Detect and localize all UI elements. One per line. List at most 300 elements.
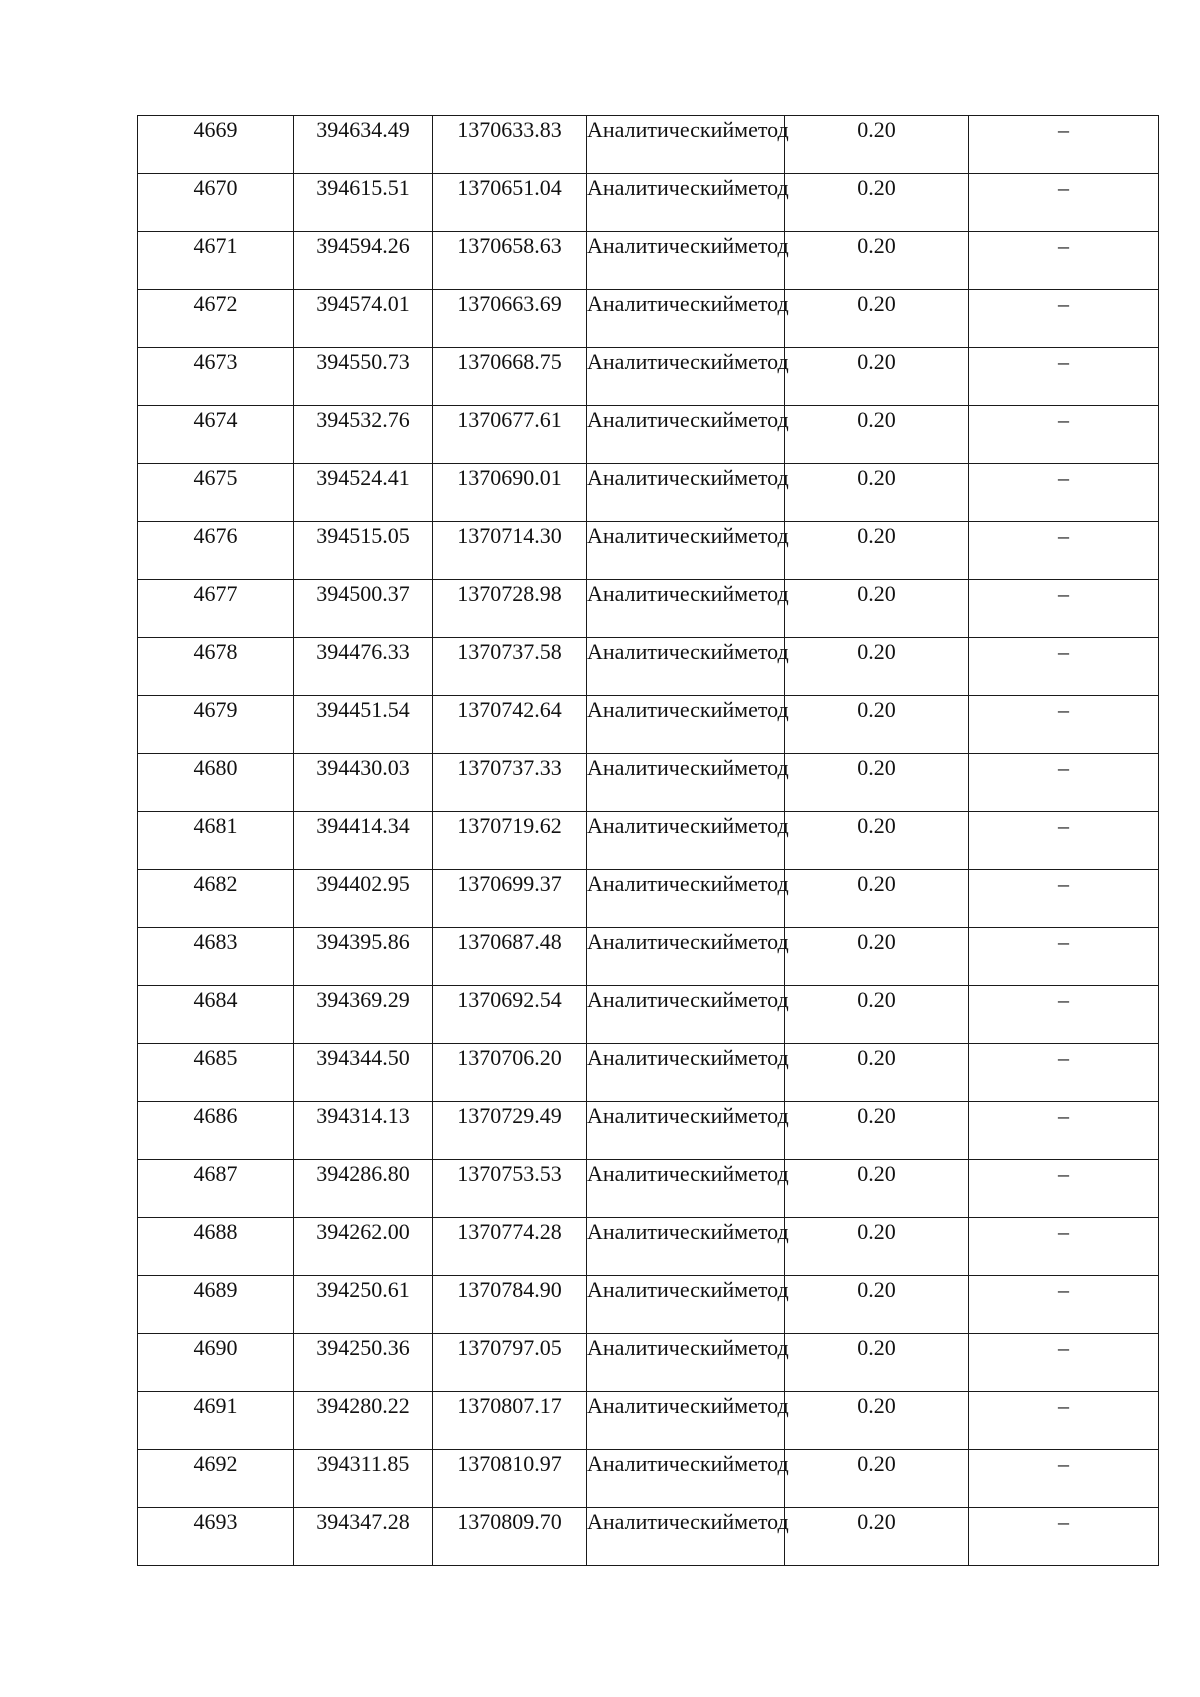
cell-note	[969, 1160, 1159, 1218]
method-line-1: Аналитический	[587, 1277, 735, 1302]
cell-x-coordinate	[294, 754, 433, 812]
cell-y-coordinate	[433, 580, 587, 638]
cell-method	[587, 1102, 789, 1160]
method-line-2: метод	[734, 523, 789, 548]
cell-x-coordinate-text: 394500.37	[316, 581, 410, 606]
cell-accuracy	[785, 1450, 969, 1508]
cell-x-coordinate	[294, 1218, 433, 1276]
cell-point-number-text: 4673	[193, 349, 238, 374]
cell-note-text: –	[1058, 233, 1069, 258]
cell-accuracy	[785, 290, 969, 348]
table-row	[138, 1160, 1159, 1218]
cell-accuracy	[785, 1102, 969, 1160]
method-line-2: метод	[734, 1045, 789, 1070]
cell-point-number-text: 4679	[193, 697, 238, 722]
cell-method	[587, 348, 789, 406]
cell-x-coordinate-text: 394369.29	[316, 987, 410, 1012]
table-body	[138, 116, 1159, 1566]
method-line-2: метод	[734, 175, 789, 200]
method-line-2: метод	[734, 1509, 789, 1534]
cell-method	[587, 754, 789, 812]
cell-point-number-text: 4688	[193, 1219, 238, 1244]
cell-point-number-text: 4669	[193, 117, 238, 142]
cell-note-text: –	[1058, 523, 1069, 548]
cell-y-coordinate-text: 1370797.05	[457, 1335, 562, 1360]
cell-accuracy	[785, 348, 969, 406]
method-line-1: Аналитический	[587, 465, 735, 490]
method-line-2: метод	[734, 1393, 789, 1418]
cell-accuracy	[785, 1276, 969, 1334]
cell-point-number-text: 4676	[193, 523, 238, 548]
cell-x-coordinate	[294, 638, 433, 696]
cell-y-coordinate-text: 1370692.54	[457, 987, 562, 1012]
method-line-1: Аналитический	[587, 581, 735, 606]
cell-point-number-text: 4681	[193, 813, 238, 838]
cell-point-number-text: 4685	[193, 1045, 238, 1070]
cell-point-number	[138, 1102, 294, 1160]
table-row	[138, 1450, 1159, 1508]
cell-method	[587, 116, 789, 174]
cell-x-coordinate-text: 394594.26	[316, 233, 410, 258]
cell-note-text: –	[1058, 697, 1069, 722]
cell-method	[587, 696, 789, 754]
method-line-1: Аналитический	[587, 291, 735, 316]
cell-note	[969, 638, 1159, 696]
cell-y-coordinate	[433, 638, 587, 696]
cell-y-coordinate-text: 1370784.90	[457, 1277, 562, 1302]
cell-point-number	[138, 1334, 294, 1392]
method-line-2: метод	[734, 813, 789, 838]
cell-note	[969, 1392, 1159, 1450]
cell-note	[969, 1334, 1159, 1392]
cell-y-coordinate-text: 1370774.28	[457, 1219, 562, 1244]
cell-point-number	[138, 1160, 294, 1218]
cell-x-coordinate-text: 394395.86	[316, 929, 410, 954]
cell-point-number-text: 4678	[193, 639, 238, 664]
cell-point-number	[138, 928, 294, 986]
cell-method	[587, 1218, 789, 1276]
table-row	[138, 1044, 1159, 1102]
method-line-2: метод	[734, 233, 789, 258]
cell-note	[969, 174, 1159, 232]
cell-y-coordinate-text: 1370677.61	[457, 407, 562, 432]
cell-y-coordinate	[433, 754, 587, 812]
method-line-1: Аналитический	[587, 1335, 735, 1360]
table-row	[138, 812, 1159, 870]
cell-accuracy	[785, 1392, 969, 1450]
cell-note	[969, 928, 1159, 986]
cell-note-text: –	[1058, 929, 1069, 954]
cell-x-coordinate-text: 394430.03	[316, 755, 410, 780]
cell-point-number	[138, 1218, 294, 1276]
cell-y-coordinate	[433, 1508, 587, 1566]
cell-note	[969, 406, 1159, 464]
cell-method	[587, 290, 789, 348]
cell-point-number-text: 4689	[193, 1277, 238, 1302]
cell-y-coordinate-text: 1370663.69	[457, 291, 562, 316]
table-row	[138, 174, 1159, 232]
cell-accuracy-text: 0.20	[857, 523, 896, 548]
cell-note-text: –	[1058, 117, 1069, 142]
cell-accuracy	[785, 464, 969, 522]
table-row	[138, 1218, 1159, 1276]
cell-point-number	[138, 638, 294, 696]
cell-y-coordinate	[433, 1450, 587, 1508]
cell-point-number	[138, 464, 294, 522]
cell-note	[969, 1450, 1159, 1508]
table-row	[138, 1334, 1159, 1392]
cell-accuracy	[785, 928, 969, 986]
cell-y-coordinate-text: 1370706.20	[457, 1045, 562, 1070]
cell-point-number	[138, 812, 294, 870]
cell-accuracy	[785, 986, 969, 1044]
cell-x-coordinate-text: 394250.36	[316, 1335, 410, 1360]
cell-x-coordinate	[294, 232, 433, 290]
cell-x-coordinate-text: 394532.76	[316, 407, 410, 432]
cell-note	[969, 1044, 1159, 1102]
cell-note	[969, 580, 1159, 638]
cell-y-coordinate	[433, 1392, 587, 1450]
cell-note	[969, 290, 1159, 348]
cell-method	[587, 812, 789, 870]
cell-note	[969, 812, 1159, 870]
method-line-1: Аналитический	[587, 1045, 735, 1070]
cell-y-coordinate	[433, 986, 587, 1044]
method-line-2: метод	[734, 1161, 789, 1186]
cell-note-text: –	[1058, 581, 1069, 606]
cell-accuracy-text: 0.20	[857, 407, 896, 432]
cell-point-number	[138, 870, 294, 928]
cell-point-number	[138, 696, 294, 754]
cell-note-text: –	[1058, 291, 1069, 316]
cell-y-coordinate	[433, 1102, 587, 1160]
cell-point-number	[138, 986, 294, 1044]
cell-method	[587, 580, 789, 638]
cell-y-coordinate-text: 1370699.37	[457, 871, 562, 896]
table-row	[138, 696, 1159, 754]
method-line-1: Аналитический	[587, 523, 735, 548]
cell-x-coordinate	[294, 290, 433, 348]
cell-x-coordinate	[294, 116, 433, 174]
method-line-1: Аналитический	[587, 1161, 735, 1186]
cell-point-number-text: 4684	[193, 987, 238, 1012]
table-row	[138, 522, 1159, 580]
method-line-1: Аналитический	[587, 755, 735, 780]
method-line-1: Аналитический	[587, 871, 735, 896]
cell-y-coordinate-text: 1370807.17	[457, 1393, 562, 1418]
cell-accuracy-text: 0.20	[857, 117, 896, 142]
table-row	[138, 116, 1159, 174]
cell-x-coordinate	[294, 1450, 433, 1508]
cell-point-number-text: 4683	[193, 929, 238, 954]
cell-note	[969, 1508, 1159, 1566]
cell-method	[587, 174, 789, 232]
cell-method	[587, 986, 789, 1044]
cell-method	[587, 638, 789, 696]
table-row	[138, 754, 1159, 812]
cell-x-coordinate	[294, 1160, 433, 1218]
cell-x-coordinate-text: 394451.54	[316, 697, 410, 722]
cell-y-coordinate-text: 1370737.58	[457, 639, 562, 664]
cell-point-number	[138, 1508, 294, 1566]
cell-note	[969, 1218, 1159, 1276]
cell-accuracy-text: 0.20	[857, 1277, 896, 1302]
cell-method	[587, 928, 789, 986]
cell-point-number-text: 4674	[193, 407, 238, 432]
method-line-2: метод	[734, 407, 789, 432]
cell-x-coordinate-text: 394314.13	[316, 1103, 410, 1128]
cell-accuracy-text: 0.20	[857, 639, 896, 664]
method-line-1: Аналитический	[587, 697, 735, 722]
cell-method	[587, 1160, 789, 1218]
cell-y-coordinate-text: 1370719.62	[457, 813, 562, 838]
table-row	[138, 290, 1159, 348]
cell-note-text: –	[1058, 871, 1069, 896]
cell-x-coordinate	[294, 1392, 433, 1450]
cell-note-text: –	[1058, 1045, 1069, 1070]
cell-note	[969, 348, 1159, 406]
method-line-1: Аналитический	[587, 407, 735, 432]
cell-x-coordinate	[294, 1334, 433, 1392]
method-line-1: Аналитический	[587, 117, 735, 142]
cell-y-coordinate-text: 1370753.53	[457, 1161, 562, 1186]
cell-accuracy	[785, 1044, 969, 1102]
cell-note-text: –	[1058, 1277, 1069, 1302]
cell-accuracy-text: 0.20	[857, 1045, 896, 1070]
table-row	[138, 580, 1159, 638]
method-line-2: метод	[734, 465, 789, 490]
cell-accuracy	[785, 1334, 969, 1392]
cell-accuracy-text: 0.20	[857, 755, 896, 780]
cell-x-coordinate-text: 394615.51	[316, 175, 410, 200]
method-line-2: метод	[734, 1335, 789, 1360]
cell-point-number-text: 4691	[193, 1393, 238, 1418]
method-line-1: Аналитический	[587, 987, 735, 1012]
cell-point-number	[138, 1392, 294, 1450]
cell-note-text: –	[1058, 1161, 1069, 1186]
cell-method	[587, 464, 789, 522]
cell-y-coordinate	[433, 116, 587, 174]
method-line-2: метод	[734, 581, 789, 606]
cell-y-coordinate	[433, 174, 587, 232]
cell-y-coordinate	[433, 348, 587, 406]
cell-note	[969, 1102, 1159, 1160]
cell-accuracy	[785, 522, 969, 580]
cell-x-coordinate	[294, 812, 433, 870]
table-row	[138, 870, 1159, 928]
method-line-1: Аналитический	[587, 349, 735, 374]
cell-accuracy	[785, 1218, 969, 1276]
cell-accuracy-text: 0.20	[857, 1161, 896, 1186]
cell-x-coordinate	[294, 928, 433, 986]
cell-y-coordinate-text: 1370809.70	[457, 1509, 562, 1534]
cell-x-coordinate-text: 394344.50	[316, 1045, 410, 1070]
cell-note-text: –	[1058, 1393, 1069, 1418]
cell-note-text: –	[1058, 1509, 1069, 1534]
cell-x-coordinate	[294, 406, 433, 464]
cell-x-coordinate	[294, 522, 433, 580]
cell-y-coordinate-text: 1370729.49	[457, 1103, 562, 1128]
cell-note-text: –	[1058, 813, 1069, 838]
cell-x-coordinate-text: 394515.05	[316, 523, 410, 548]
cell-accuracy-text: 0.20	[857, 1103, 896, 1128]
cell-y-coordinate	[433, 1334, 587, 1392]
cell-accuracy-text: 0.20	[857, 1219, 896, 1244]
cell-y-coordinate-text: 1370742.64	[457, 697, 562, 722]
table-row	[138, 232, 1159, 290]
cell-accuracy	[785, 1508, 969, 1566]
method-line-2: метод	[734, 1103, 789, 1128]
method-line-2: метод	[734, 871, 789, 896]
cell-point-number	[138, 174, 294, 232]
cell-method	[587, 1508, 789, 1566]
cell-note-text: –	[1058, 987, 1069, 1012]
cell-point-number	[138, 1450, 294, 1508]
method-line-2: метод	[734, 697, 789, 722]
cell-accuracy-text: 0.20	[857, 175, 896, 200]
cell-note-text: –	[1058, 1103, 1069, 1128]
cell-accuracy	[785, 406, 969, 464]
cell-accuracy	[785, 870, 969, 928]
cell-x-coordinate	[294, 696, 433, 754]
cell-y-coordinate-text: 1370728.98	[457, 581, 562, 606]
table-row	[138, 638, 1159, 696]
method-line-1: Аналитический	[587, 1509, 735, 1534]
cell-point-number-text: 4687	[193, 1161, 238, 1186]
cell-method	[587, 1044, 789, 1102]
cell-accuracy-text: 0.20	[857, 233, 896, 258]
cell-y-coordinate	[433, 1160, 587, 1218]
method-line-2: метод	[734, 349, 789, 374]
cell-x-coordinate-text: 394550.73	[316, 349, 410, 374]
cell-x-coordinate-text: 394262.00	[316, 1219, 410, 1244]
cell-accuracy-text: 0.20	[857, 465, 896, 490]
cell-point-number	[138, 232, 294, 290]
cell-y-coordinate-text: 1370690.01	[457, 465, 562, 490]
cell-x-coordinate-text: 394402.95	[316, 871, 410, 896]
cell-method	[587, 870, 789, 928]
cell-x-coordinate	[294, 1044, 433, 1102]
cell-point-number-text: 4690	[193, 1335, 238, 1360]
cell-point-number-text: 4693	[193, 1509, 238, 1534]
cell-point-number	[138, 116, 294, 174]
cell-x-coordinate	[294, 1508, 433, 1566]
cell-point-number-text: 4686	[193, 1103, 238, 1128]
cell-point-number	[138, 522, 294, 580]
cell-note	[969, 1276, 1159, 1334]
cell-x-coordinate	[294, 348, 433, 406]
table-row	[138, 928, 1159, 986]
cell-accuracy	[785, 696, 969, 754]
cell-y-coordinate	[433, 464, 587, 522]
cell-y-coordinate	[433, 522, 587, 580]
cell-method	[587, 1334, 789, 1392]
cell-x-coordinate-text: 394414.34	[316, 813, 410, 838]
cell-x-coordinate	[294, 464, 433, 522]
method-line-2: метод	[734, 987, 789, 1012]
cell-point-number	[138, 580, 294, 638]
cell-y-coordinate	[433, 232, 587, 290]
cell-point-number	[138, 1044, 294, 1102]
cell-point-number-text: 4672	[193, 291, 238, 316]
cell-accuracy-text: 0.20	[857, 1451, 896, 1476]
cell-y-coordinate	[433, 1218, 587, 1276]
cell-y-coordinate-text: 1370658.63	[457, 233, 562, 258]
table-row	[138, 986, 1159, 1044]
method-line-2: метод	[734, 1451, 789, 1476]
method-line-1: Аналитический	[587, 1103, 735, 1128]
cell-x-coordinate	[294, 986, 433, 1044]
cell-accuracy-text: 0.20	[857, 349, 896, 374]
cell-point-number-text: 4692	[193, 1451, 238, 1476]
cell-point-number	[138, 290, 294, 348]
table-row	[138, 1102, 1159, 1160]
method-line-2: метод	[734, 117, 789, 142]
cell-x-coordinate-text: 394476.33	[316, 639, 410, 664]
cell-accuracy-text: 0.20	[857, 871, 896, 896]
cell-accuracy	[785, 580, 969, 638]
cell-y-coordinate-text: 1370737.33	[457, 755, 562, 780]
cell-y-coordinate-text: 1370687.48	[457, 929, 562, 954]
method-line-2: метод	[734, 929, 789, 954]
method-line-1: Аналитический	[587, 1451, 735, 1476]
cell-point-number-text: 4675	[193, 465, 238, 490]
cell-accuracy	[785, 116, 969, 174]
cell-method	[587, 522, 789, 580]
cell-note-text: –	[1058, 1219, 1069, 1244]
cell-x-coordinate-text: 394634.49	[316, 117, 410, 142]
cell-y-coordinate-text: 1370714.30	[457, 523, 562, 548]
cell-note	[969, 464, 1159, 522]
table-row	[138, 1392, 1159, 1450]
method-line-2: метод	[734, 639, 789, 664]
cell-accuracy	[785, 232, 969, 290]
cell-accuracy-text: 0.20	[857, 1509, 896, 1534]
table-row	[138, 464, 1159, 522]
cell-x-coordinate	[294, 870, 433, 928]
cell-note-text: –	[1058, 349, 1069, 374]
cell-accuracy-text: 0.20	[857, 291, 896, 316]
cell-note	[969, 754, 1159, 812]
cell-note	[969, 232, 1159, 290]
table-row	[138, 1508, 1159, 1566]
cell-note	[969, 696, 1159, 754]
cell-y-coordinate	[433, 1276, 587, 1334]
cell-x-coordinate	[294, 1276, 433, 1334]
method-line-1: Аналитический	[587, 639, 735, 664]
cell-accuracy	[785, 754, 969, 812]
cell-x-coordinate	[294, 1102, 433, 1160]
cell-y-coordinate	[433, 870, 587, 928]
method-line-2: метод	[734, 755, 789, 780]
cell-accuracy	[785, 174, 969, 232]
cell-note-text: –	[1058, 465, 1069, 490]
cell-x-coordinate-text: 394250.61	[316, 1277, 410, 1302]
cell-point-number-text: 4682	[193, 871, 238, 896]
cell-x-coordinate	[294, 580, 433, 638]
cell-accuracy-text: 0.20	[857, 581, 896, 606]
method-line-1: Аналитический	[587, 1219, 735, 1244]
cell-accuracy-text: 0.20	[857, 929, 896, 954]
cell-point-number	[138, 348, 294, 406]
cell-x-coordinate-text: 394311.85	[316, 1451, 410, 1476]
cell-note-text: –	[1058, 407, 1069, 432]
cell-accuracy-text: 0.20	[857, 697, 896, 722]
cell-y-coordinate	[433, 406, 587, 464]
cell-x-coordinate-text: 394286.80	[316, 1161, 410, 1186]
cell-y-coordinate-text: 1370668.75	[457, 349, 562, 374]
cell-y-coordinate	[433, 696, 587, 754]
